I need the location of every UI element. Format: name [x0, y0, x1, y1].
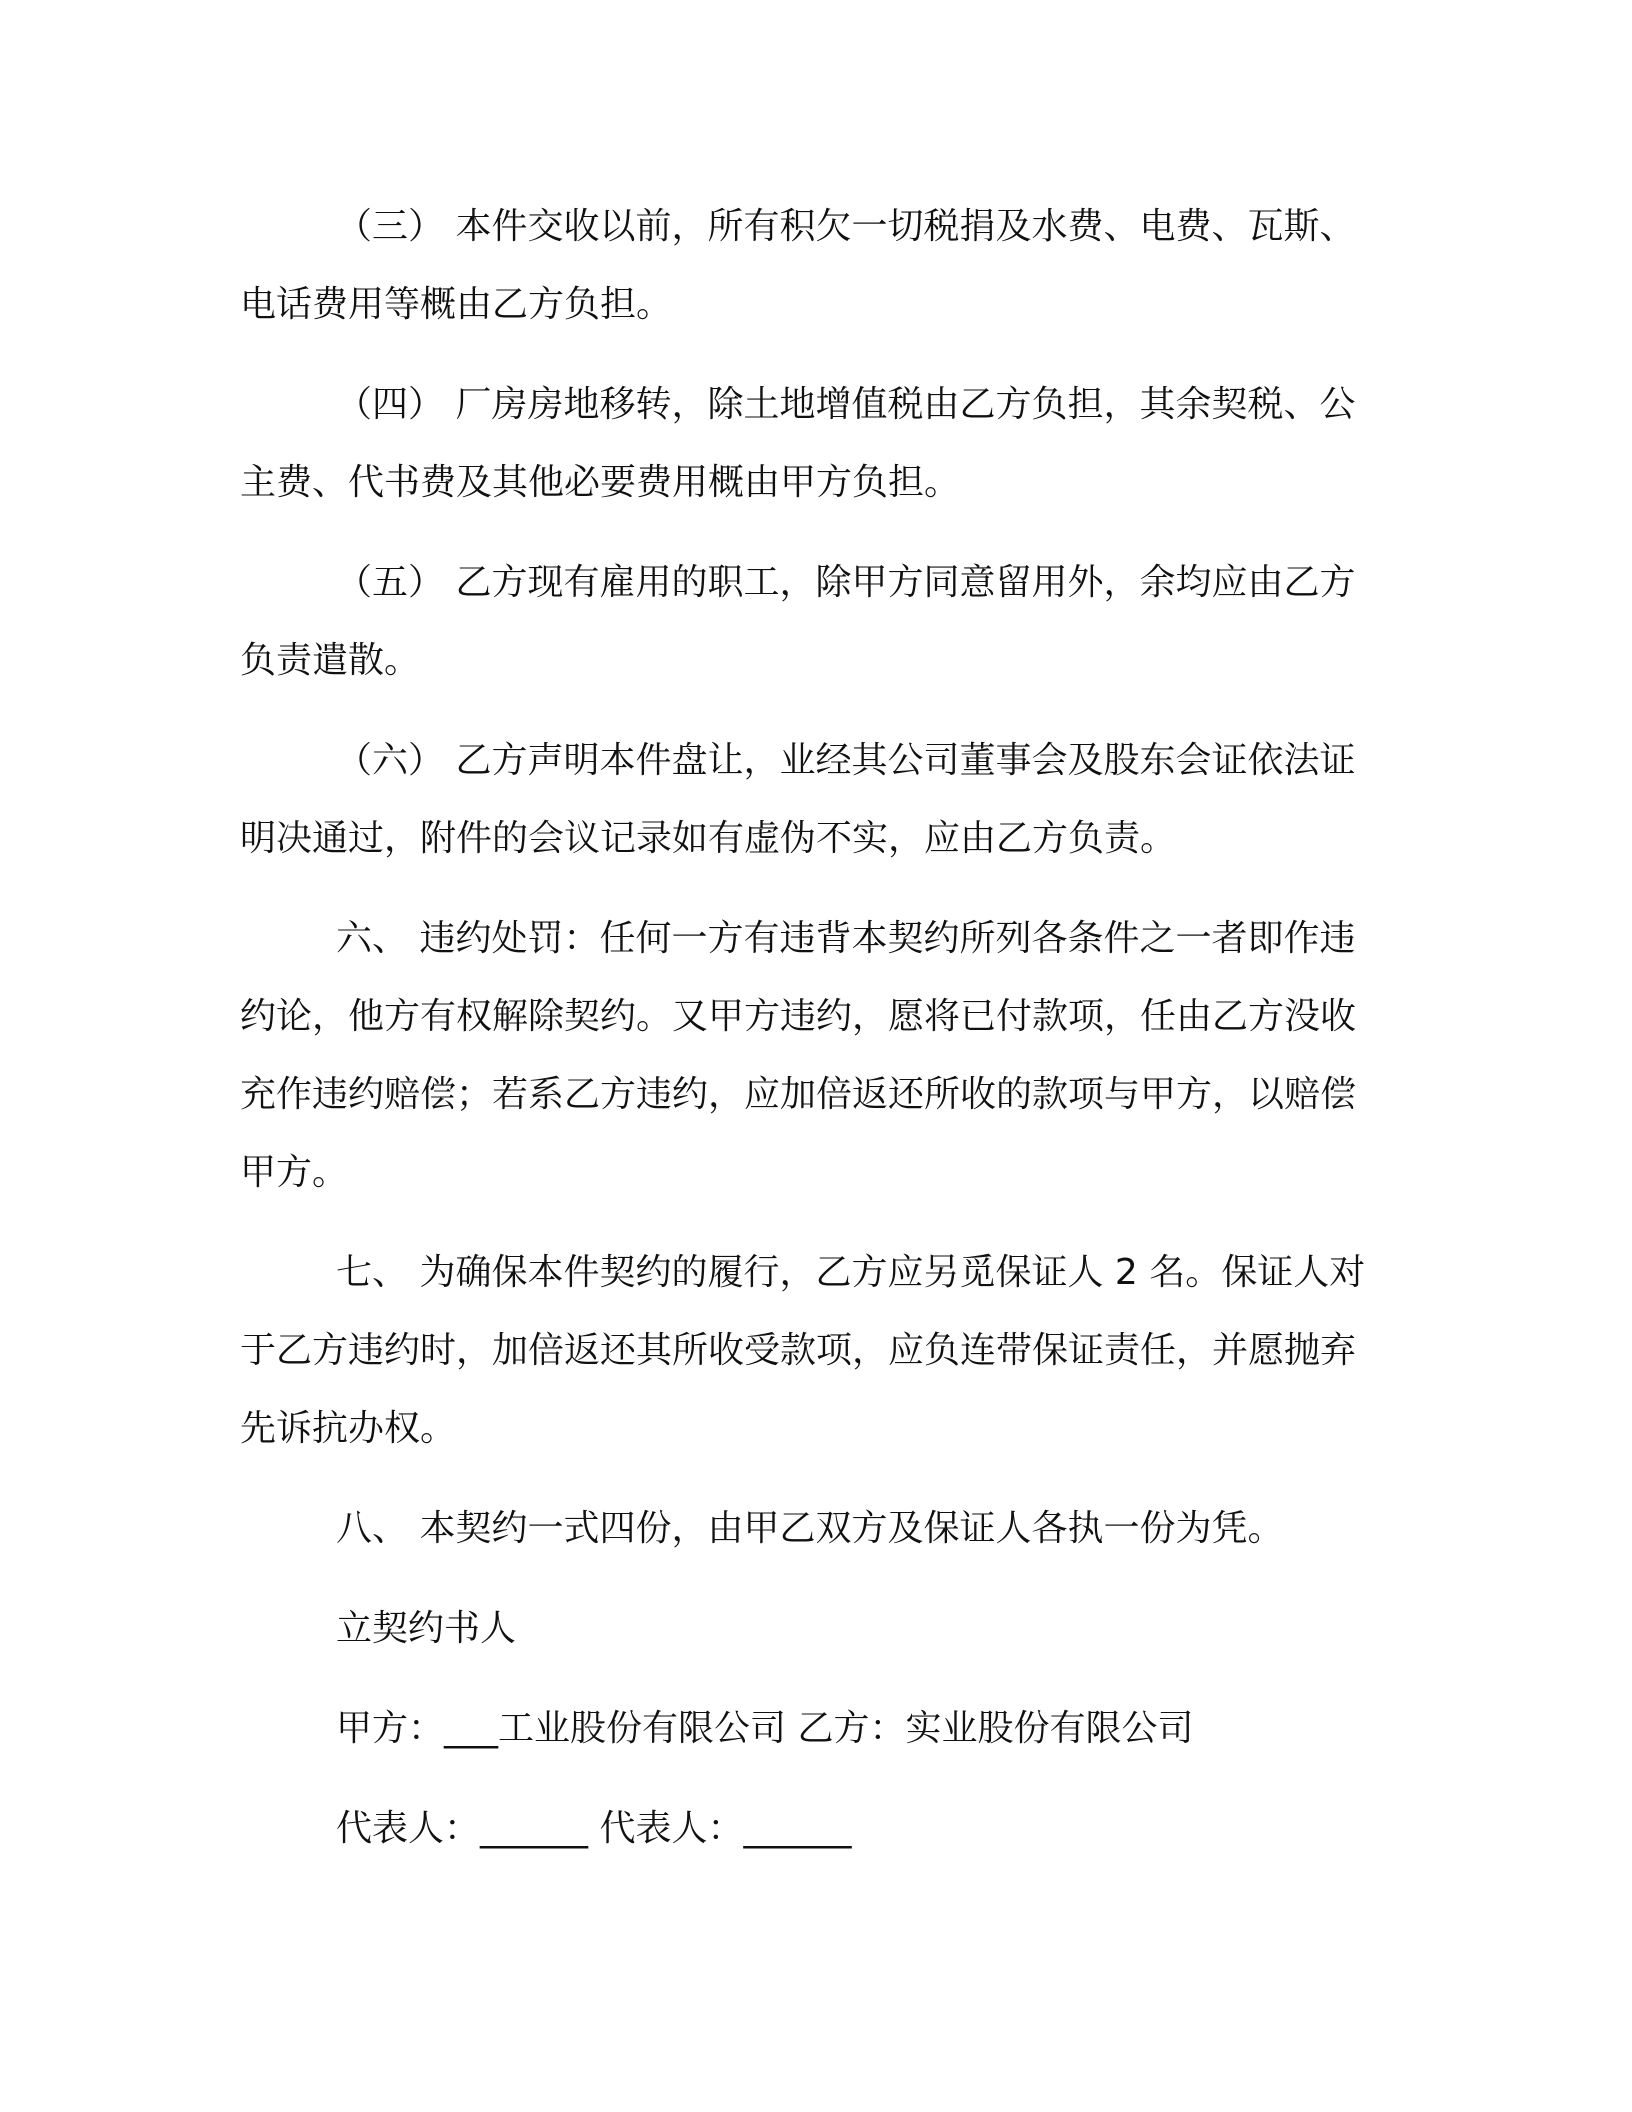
clause-3: （三） 本件交收以前，所有积欠一切税捐及水费、电费、瓦斯、电话费用等概由乙方负担。: [240, 206, 1356, 325]
article-6-penalty: 六、 违约处罚：任何一方有违背本契约所列各条件之一者即作违约论，他方有权解除契约。又甲方违约，愿将已付款项，任由乙方没收充作违约赔偿；若系乙方违约，应加倍返还所收的款项与甲方，以赔偿甲方。: [240, 918, 1357, 1193]
clause-6: （六） 乙方声明本件盘让，业经其公司董事会及股东会证依法证明决通过，附件的会议记录如有虚伪不实，应由乙方负责。: [240, 740, 1356, 859]
clause-4: （四） 厂房房地移转，除土地增值税由乙方负担，其余契税、公主费、代书费及其他必要费用概由甲方负担。: [240, 384, 1356, 503]
clause-5: （五） 乙方现有雇用的职工，除甲方同意留用外，余均应由乙方负责遣散。: [240, 562, 1356, 681]
representatives-line: 代表人：______ 代表人：______: [336, 1808, 852, 1849]
signatory-heading: 立契约书人: [336, 1608, 517, 1649]
article-7-guarantor: 七、 为确保本件契约的履行，乙方应另觅保证人 2 名。保证人对于乙方违约时，加倍返还其所收受款项，应负连带保证责任，并愿抛弃先诉抗办权。: [240, 1252, 1366, 1449]
document-body: [240, 188, 1390, 1890]
article-8-copies: 八、 本契约一式四份，由甲乙双方及保证人各执一份为凭。: [336, 1508, 1284, 1549]
parties-line: 甲方：___工业股份有限公司 乙方：实业股份有限公司: [336, 1708, 1194, 1749]
